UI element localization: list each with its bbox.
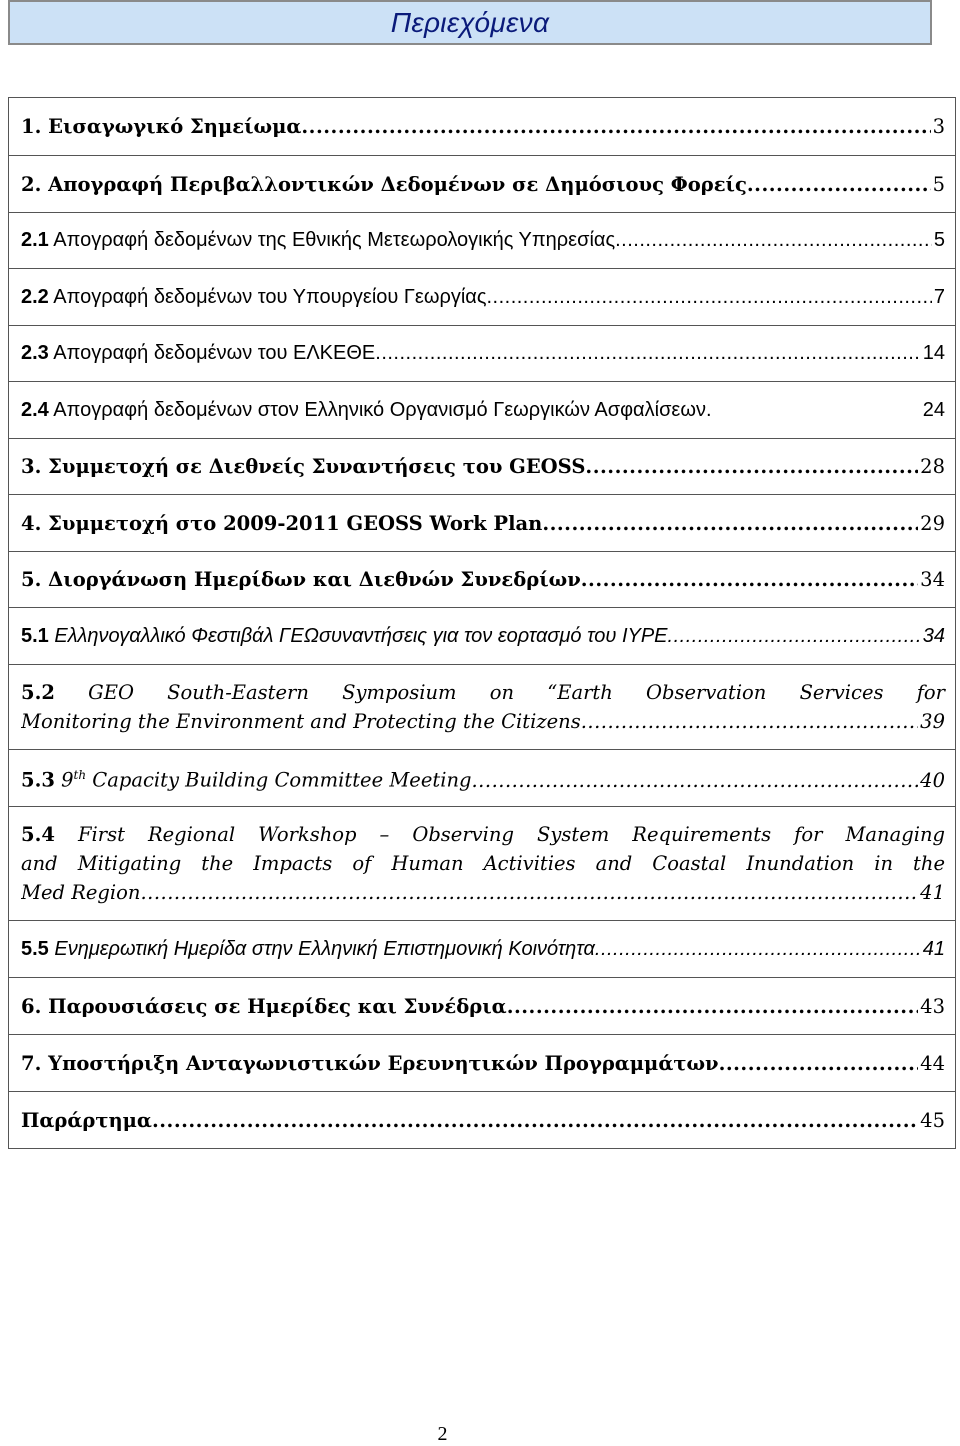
toc-page: 41 — [922, 937, 945, 960]
toc-text: and Mitigating the Impacts of Human Activities and Coastal Inundation in the — [21, 852, 945, 875]
toc-page: 34 — [920, 568, 945, 591]
toc-text: Ελληνογαλλικό Φεστιβάλ ΓΕΩσυναντήσεις για τον εορτασμό του IYPE — [48, 624, 668, 647]
toc-text: First Regional Workshop – Observing System Requirements for Managing — [54, 823, 945, 846]
toc-num: 5.3 — [21, 768, 55, 792]
toc-num: 2. — [21, 172, 42, 196]
toc-row-2-1[interactable] — [9, 212, 955, 268]
toc-text: Παράρτημα — [21, 1108, 152, 1132]
toc-row-7[interactable] — [9, 1034, 955, 1091]
toc-text: Απογραφή δεδομένων του ΕΛΚΕΘΕ — [48, 342, 376, 364]
toc-page: 24 — [922, 398, 945, 421]
toc-num: 5.4 — [21, 823, 55, 846]
toc-row-5-2[interactable] — [9, 664, 955, 749]
toc-row-5-1[interactable] — [9, 607, 955, 664]
toc-row-4[interactable] — [9, 494, 955, 551]
toc-row-2-2[interactable] — [9, 268, 955, 325]
toc-page: 43 — [920, 994, 945, 1018]
toc-page: 5 — [932, 172, 945, 196]
toc-row-2-3[interactable] — [9, 325, 955, 381]
superscript: th — [73, 768, 87, 783]
toc-text: 9 — [54, 768, 74, 792]
toc-text: Εισαγωγικό Σημείωμα — [41, 115, 302, 138]
toc-num: 3. — [21, 455, 42, 478]
toc-row-6[interactable] — [9, 977, 955, 1034]
toc-row-5-5[interactable] — [9, 920, 955, 977]
toc-text: Ενημερωτική Ημερίδα στην Ελληνική Επιστημονική Κοινότητα — [48, 937, 595, 960]
toc-page: 45 — [920, 1108, 945, 1132]
toc-page: 14 — [922, 342, 945, 364]
toc-row-2[interactable] — [9, 155, 955, 212]
toc-page: 29 — [920, 511, 945, 535]
page-number: 2 — [437, 1423, 448, 1445]
toc-text: Απογραφή δεδομένων της Εθνικής Μετεωρολογικής Υπηρεσίας — [48, 229, 616, 251]
toc-text: Διοργάνωση Ημερίδων και Διεθνών Συνεδρίων — [41, 568, 581, 591]
toc-text: Υποστήριξη Ανταγωνιστικών Ερευνητικών Προγραμμάτων — [41, 1051, 719, 1075]
toc-text: GEO South-Eastern Symposium on “Earth Observation Services for — [54, 681, 945, 704]
toc-row-5-3[interactable] — [9, 749, 955, 806]
toc-num: 5.1 — [21, 624, 49, 647]
toc-num: 6. — [21, 994, 42, 1018]
toc-num: 5.5 — [21, 937, 49, 960]
toc-table — [8, 97, 956, 1149]
toc-text: Απογραφή δεδομένων στον Ελληνικό Οργανισμό Γεωργικών Ασφαλίσεων. — [48, 398, 712, 421]
toc-text: Απογραφή Περιβαλλοντικών Δεδομένων σε Δημόσιους Φορείς — [41, 172, 747, 196]
toc-num: 5.2 — [21, 681, 55, 704]
toc-num: 2.2 — [21, 285, 49, 308]
toc-text: Capacity Building Committee Meeting — [86, 768, 472, 792]
toc-text: Monitoring the Environment and Protecting the Citizens ..... — [21, 707, 918, 736]
toc-row-5-4[interactable] — [9, 806, 955, 920]
toc-text: Παρουσιάσεις σε Ημερίδες και Συνέδρια — [41, 994, 507, 1018]
toc-page: 44 — [920, 1051, 945, 1075]
toc-num: 4. — [21, 511, 42, 535]
toc-row-5[interactable] — [9, 551, 955, 607]
toc-page: 28 — [920, 455, 945, 478]
toc-text: Συμμετοχή στο 2009-2011 GEOSS Work Plan — [41, 511, 543, 535]
toc-num: 1. — [21, 115, 42, 138]
toc-page: 3 — [932, 115, 945, 138]
toc-page: 5 — [933, 229, 945, 251]
toc-text: Απογραφή δεδομένων του Υπουργείου Γεωργίας — [48, 285, 487, 308]
page-title: Περιεχόμενα — [390, 6, 550, 38]
toc-num: 7. — [21, 1051, 42, 1075]
toc-page: 39 — [920, 710, 945, 733]
toc-page: 41 — [920, 881, 945, 904]
toc-text: Med Region ..... — [21, 878, 918, 907]
toc-num: 5. — [21, 568, 42, 591]
toc-row-appendix[interactable] — [9, 1091, 955, 1148]
toc-row-3[interactable] — [9, 438, 955, 494]
contents-header-box — [8, 0, 932, 45]
toc-num: 2.3 — [21, 342, 49, 364]
toc-row-1[interactable] — [9, 98, 955, 155]
toc-num: 2.4 — [21, 398, 49, 421]
toc-page: 40 — [920, 768, 945, 792]
toc-page: 7 — [933, 285, 945, 308]
toc-num: 2.1 — [21, 229, 49, 251]
toc-page: 34 — [922, 624, 945, 647]
toc-text: Συμμετοχή σε Διεθνείς Συναντήσεις του GEOSS — [41, 455, 586, 478]
toc-row-2-4[interactable] — [9, 381, 955, 438]
